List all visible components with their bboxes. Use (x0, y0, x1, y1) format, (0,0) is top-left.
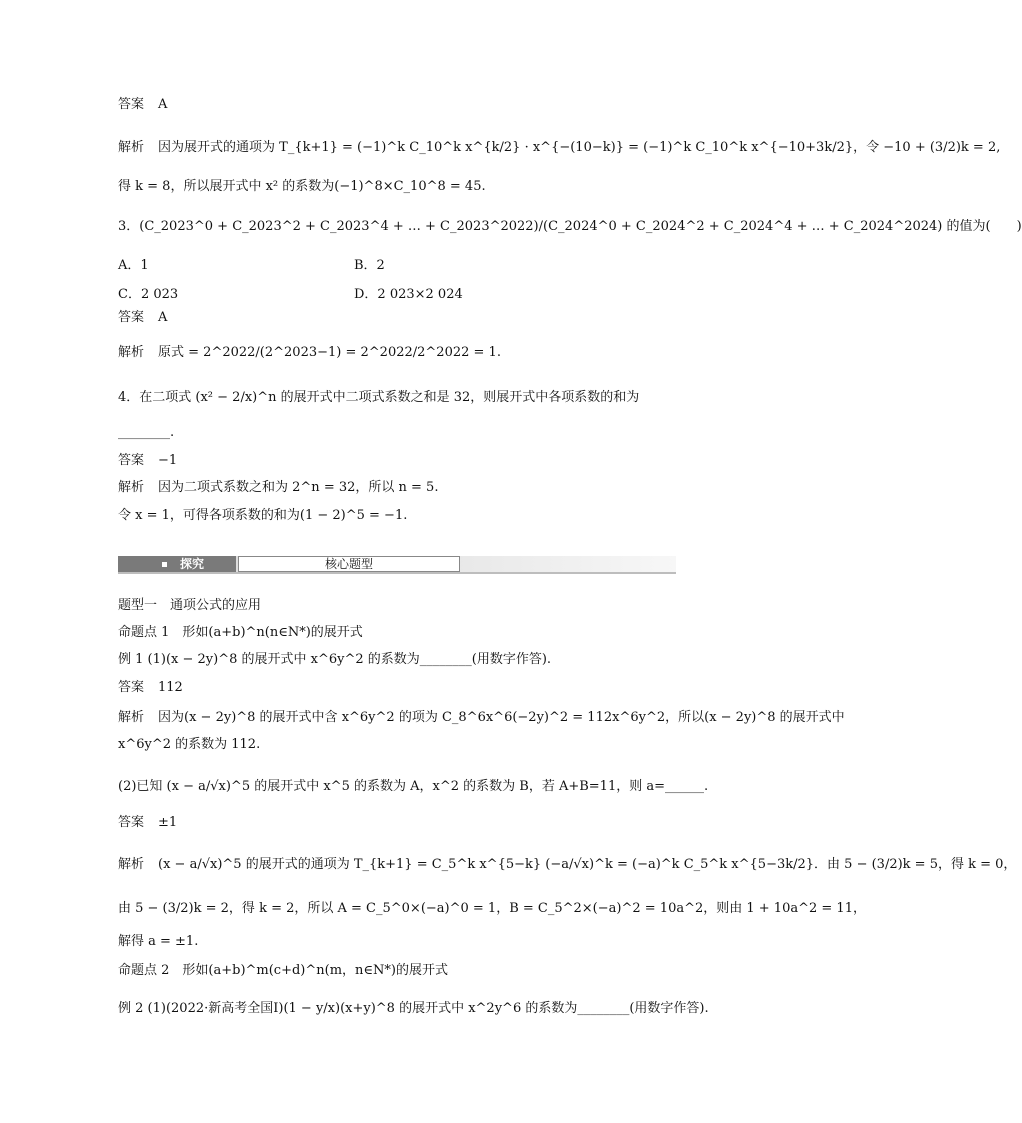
example1-2-answer: ±1 (158, 815, 178, 830)
analysis-label: 解析 (118, 140, 145, 155)
example1-2-analysis-line-2: 由 5 − (3/2)k = 2，得 k = 2，所以 A = C_5^0×(−a)^0 = 1，B = C_5^2×(−a)^2 = 10a^2，则由 1 + 10a^2 = 11， (118, 901, 866, 916)
answer-label: 答案 (118, 97, 145, 112)
analysis-label: 解析 (118, 345, 145, 360)
q4-stem-line-2: ________. (118, 425, 175, 440)
answer-label: 答案 (118, 680, 145, 695)
q2-analysis-line-2: 得 k = 8，所以展开式中 x² 的系数为(−1)^8×C_10^8 = 45. (118, 179, 486, 194)
section-dark-tab (118, 556, 236, 572)
q3-option-d: D．2 023×2 024 (354, 287, 463, 302)
example1-1-answer-line (118, 679, 183, 697)
q3-option-c: C．2 023 (118, 287, 179, 302)
example1-2-answer-line (118, 814, 177, 832)
example1-1-stem: 例 1 (1)(x − 2y)^8 的展开式中 x^6y^2 的系数为________(用数字作答). (118, 652, 552, 667)
q4-analysis-1: 因为二项式系数之和为 2^n = 32，所以 n = 5. (158, 480, 439, 495)
q2-answer: A (158, 97, 168, 112)
example1-1-answer: 112 (158, 680, 183, 695)
answer-label: 答案 (118, 453, 145, 468)
q4-stem-line-1: 4．在二项式 (x² − 2/x)^n 的展开式中二项式系数之和是 32，则展开式中各项系数的和为 (118, 390, 640, 405)
example1-1-analysis-line (118, 709, 845, 727)
q2-answer-line (118, 96, 167, 114)
answer-label: 答案 (118, 815, 145, 830)
type1-title: 题型一 通项公式的应用 (118, 598, 262, 613)
answer-label: 答案 (118, 310, 145, 325)
q4-analysis-line (118, 479, 438, 497)
q4-answer: −1 (158, 453, 178, 468)
analysis-label: 解析 (118, 857, 145, 872)
q3-option-a: A．1 (118, 258, 149, 273)
example1-1-analysis-1: 因为(x − 2y)^8 的展开式中含 x^6y^2 的项为 C_8^6x^6(−2y)^2 = 112x^6y^2，所以(x − 2y)^8 的展开式中 (158, 710, 845, 725)
q3-option-b: B．2 (354, 258, 385, 273)
analysis-label: 解析 (118, 710, 145, 725)
q4-answer-line (118, 452, 177, 470)
example1-2-analysis-line-3: 解得 a = ±1. (118, 934, 199, 949)
section-dark-label: 探究 (180, 557, 205, 571)
analysis-label: 解析 (118, 480, 145, 495)
q3-analysis: 原式 = 2^2022/(2^2023−1) = 2^2022/2^2022 = 1. (158, 345, 501, 360)
section-bar-shadow (118, 572, 676, 574)
proposition-point-1: 命题点 1 形如(a+b)^n(n∈N*)的展开式 (118, 625, 363, 640)
q2-analysis-1: 因为展开式的通项为 T_{k+1} = (−1)^k C_10^k x^{k/2} · x^{−(10−k)} = (−1)^k C_10^k x^{−10+3k/2}，令 −10 + (3/2)k = 2, (158, 140, 1001, 155)
q2-analysis-line (118, 139, 1000, 157)
example1-2-stem: (2)已知 (x − a/√x)^5 的展开式中 x^5 的系数为 A，x^2 的系数为 B，若 A+B=11，则 a=______. (118, 779, 709, 794)
example1-1-analysis-line-2: x^6y^2 的系数为 112. (118, 737, 261, 752)
example1-2-analysis-1: (x − a/√x)^5 的展开式的通项为 T_{k+1} = C_5^k x^{5−k} (−a/√x)^k = (−a)^k C_5^k x^{5−3k/2}．由 5 − (3/2)k = 5，得 k = 0， (158, 857, 1017, 872)
square-bullet-icon (162, 562, 167, 567)
q3-analysis-line (118, 344, 501, 362)
proposition-point-2: 命题点 2 形如(a+b)^m(c+d)^n(m，n∈N*)的展开式 (118, 963, 448, 978)
section-header-bar (118, 556, 676, 574)
q3-answer: A (158, 310, 168, 325)
q3-stem: 3．(C_2023^0 + C_2023^2 + C_2023^4 + … + C_2023^2022)/(C_2024^0 + C_2024^2 + C_2024^4 + … + C_2024^2024) 的值为( ) (118, 219, 1022, 234)
example2-1-stem: 例 2 (1)(2022·新高考全国Ⅰ)(1 − y/x)(x+y)^8 的展开式中 x^2y^6 的系数为________(用数字作答). (118, 1001, 709, 1016)
q4-analysis-line-2: 令 x = 1，可得各项系数的和为(1 − 2)^5 = −1. (118, 508, 408, 523)
q3-answer-line (118, 309, 167, 327)
section-light-label: 核心题型 (238, 556, 460, 572)
example1-2-analysis-line (118, 856, 1016, 874)
